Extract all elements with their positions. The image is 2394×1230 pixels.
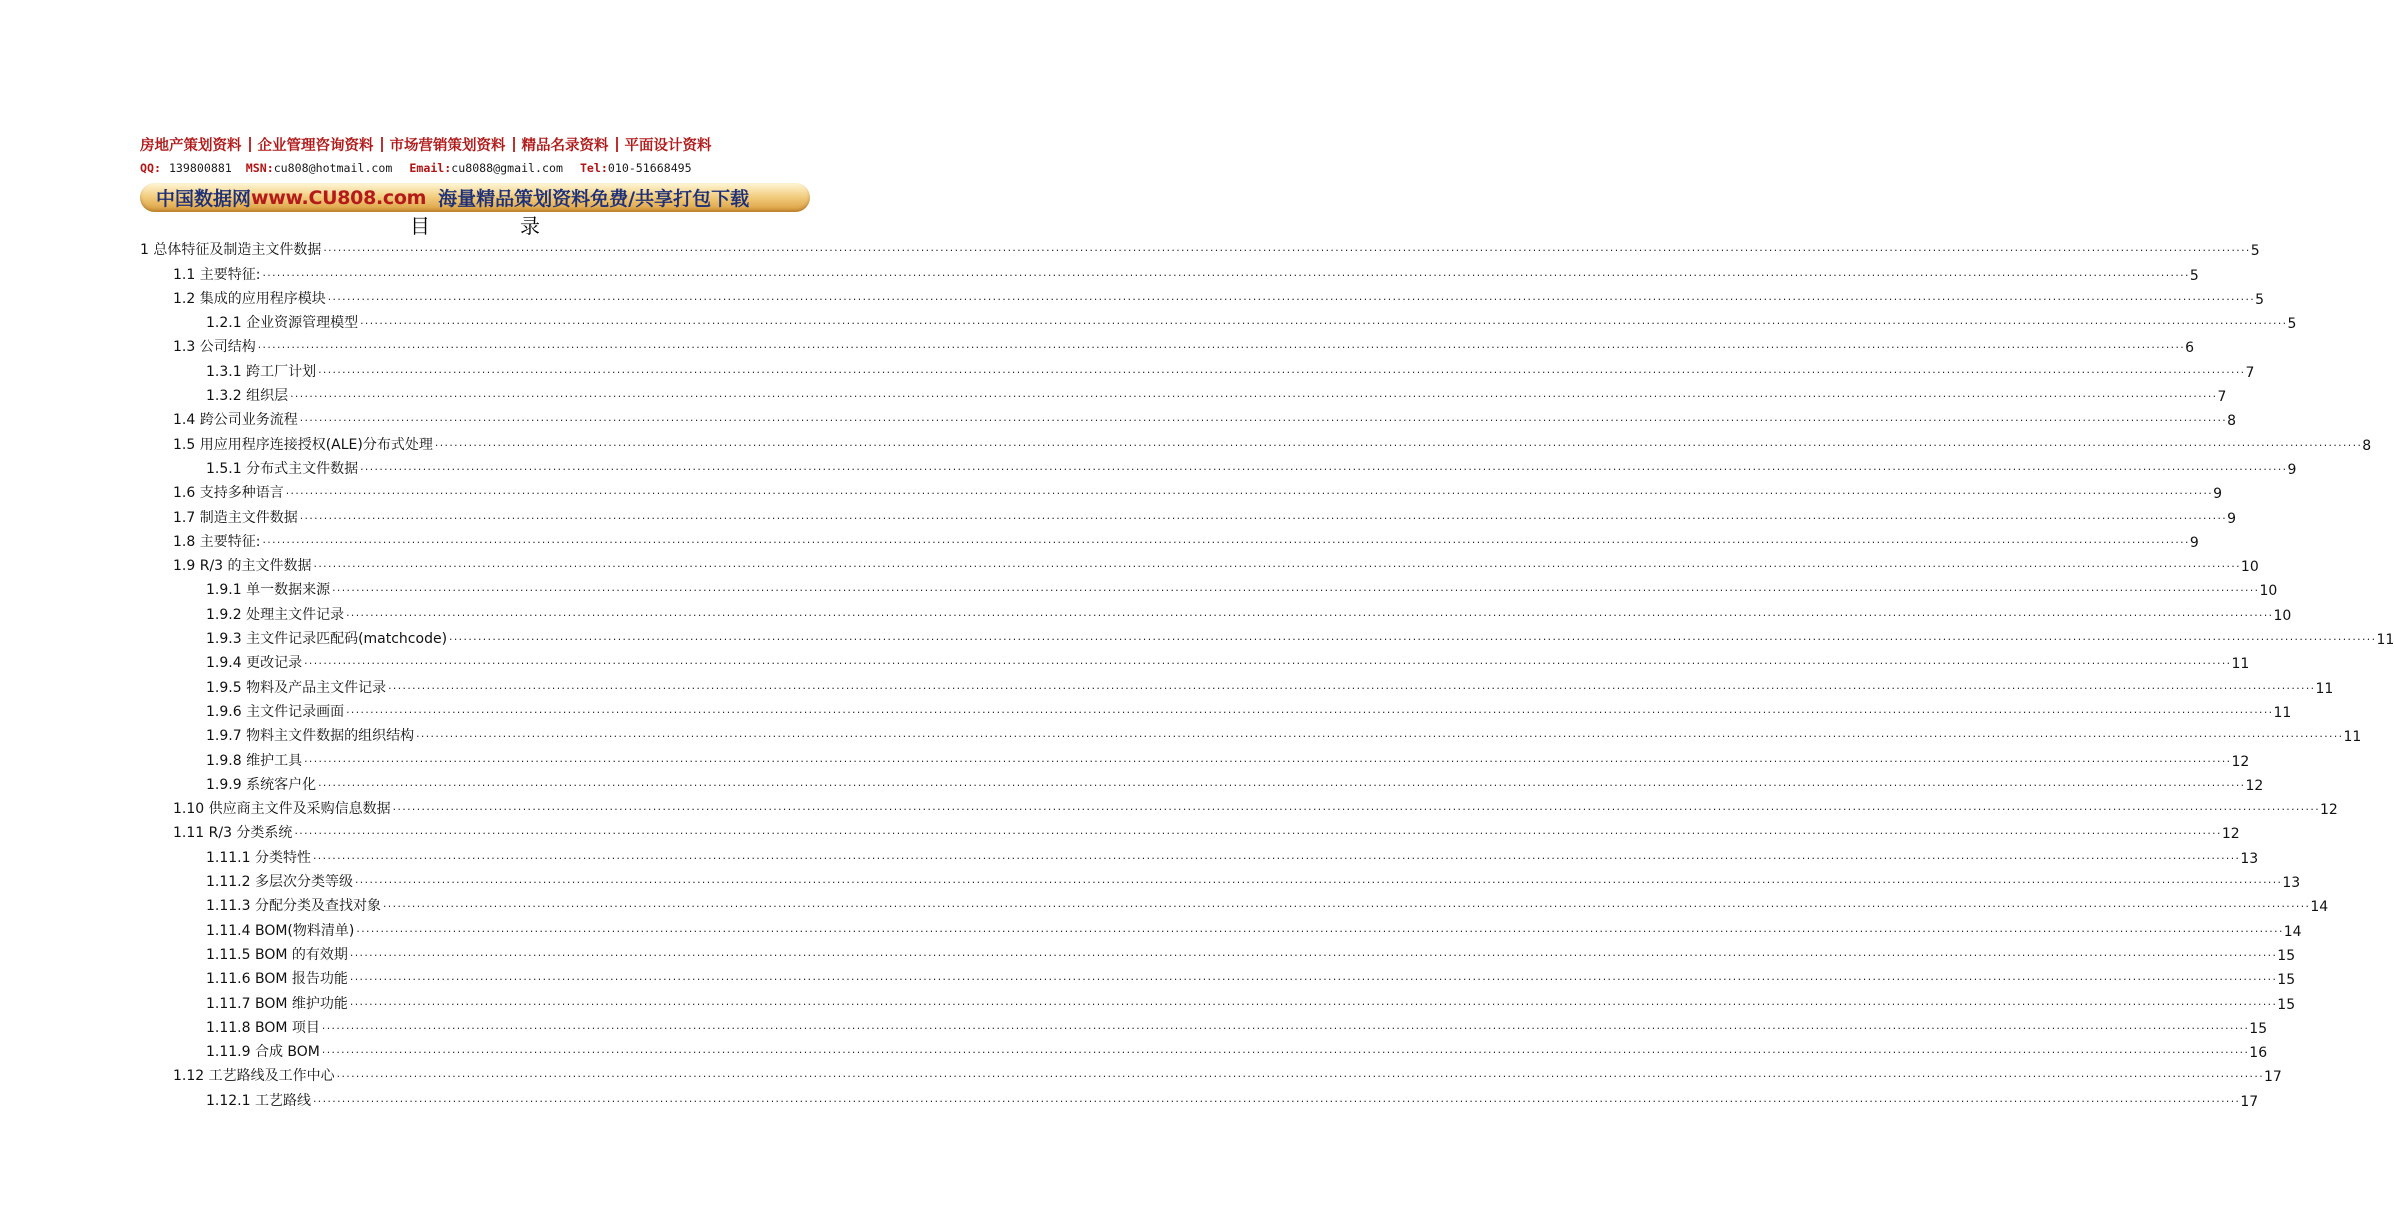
dot-leader: ................................................................................................................................................................................................................................................................................................................................................................................................................	[353, 876, 2282, 887]
dot-leader: ................................................................................................................................................................................................................................................................................................................................................................................................................	[311, 1094, 2240, 1105]
toc-entry-page: 15	[2277, 996, 2296, 1013]
dot-leader: ................................................................................................................................................................................................................................................................................................................................................................................................................	[317, 365, 2245, 376]
toc-entry-title: 1.11.7 BOM 维护功能	[206, 995, 348, 1012]
slogan-text: 海量精品策划资料免费/共享打包下载	[438, 188, 750, 210]
toc-entry[interactable]	[140, 308, 2297, 333]
toc-entry[interactable]	[140, 429, 2372, 454]
toc-entry-page: 15	[2277, 972, 2296, 989]
toc-entry[interactable]	[140, 697, 2292, 721]
category-management: 企业管理咨询资料	[257, 137, 374, 154]
toc-entry-page: 16	[2249, 1045, 2268, 1062]
dot-leader: ................................................................................................................................................................................................................................................................................................................................................................................................................	[433, 438, 2362, 449]
toc-entry-title: 1.5.1 分布式主文件数据	[206, 460, 359, 477]
toc-entry-page: 12	[2245, 777, 2264, 794]
toc-entry-title: 1.9.5 物料及产品主文件记录	[206, 679, 387, 696]
toc-entry[interactable]	[140, 770, 2264, 794]
dot-leader: ................................................................................................................................................................................................................................................................................................................................................................................................................	[348, 973, 2277, 984]
toc-entry-title: 1.11.8 BOM 项目	[206, 1019, 320, 1036]
toc-entry-page: 11	[2343, 729, 2362, 746]
toc-entry-title: 1.9.6 主文件记录画面	[206, 703, 345, 720]
toc-entry[interactable]	[140, 940, 2296, 964]
dot-leader: ................................................................................................................................................................................................................................................................................................................................................................................................................	[359, 462, 2287, 473]
toc-entry-page: 8	[2227, 413, 2237, 430]
toc-entry-page: 5	[2255, 291, 2265, 308]
toc-entry-page: 10	[2259, 583, 2278, 600]
toc-entry-page: 14	[2310, 899, 2329, 916]
toc-entry[interactable]	[140, 915, 2302, 940]
toc-entry-title: 1.11.3 分配分类及查找对象	[206, 898, 381, 915]
toc-entry[interactable]	[140, 867, 2301, 892]
toc-entry-title: 1.11.9 合成 BOM	[206, 1044, 320, 1061]
toc-entry-title: 1.11.4 BOM(物料清单)	[206, 922, 355, 939]
tel-label: Tel:	[579, 161, 608, 175]
dot-leader: ................................................................................................................................................................................................................................................................................................................................................................................................................	[348, 948, 2277, 959]
dot-leader: ................................................................................................................................................................................................................................................................................................................................................................................................................	[448, 633, 2376, 644]
dot-leader: ................................................................................................................................................................................................................................................................................................................................................................................................................	[298, 414, 2227, 425]
toc-entry-title: 1.12.1 工艺路线	[206, 1092, 311, 1109]
toc-entry-page: 7	[2245, 364, 2255, 381]
toc-entry-page: 11	[2315, 680, 2334, 697]
toc-entry-page: 10	[2240, 559, 2259, 576]
toc-entry-title: 1.3.2 组织层	[206, 388, 289, 405]
toc-entry-page: 7	[2217, 389, 2227, 406]
dot-leader: ................................................................................................................................................................................................................................................................................................................................................................................................................	[320, 1021, 2249, 1032]
divider	[513, 137, 515, 152]
category-marketing: 市场营销策划资料	[389, 137, 506, 154]
toc-entry[interactable]	[140, 502, 2237, 527]
dot-leader: ................................................................................................................................................................................................................................................................................................................................................................................................................	[312, 560, 2240, 571]
toc-title: 目录	[410, 214, 630, 238]
dot-leader: ................................................................................................................................................................................................................................................................................................................................................................................................................	[331, 584, 2259, 595]
toc-entry[interactable]	[140, 575, 2278, 600]
toc-entry[interactable]	[140, 721, 2362, 746]
toc-entry-title: 1.9.3 主文件记录匹配码(matchcode)	[206, 631, 448, 648]
dot-leader: ................................................................................................................................................................................................................................................................................................................................................................................................................	[348, 997, 2277, 1008]
toc-entry[interactable]	[140, 405, 2237, 430]
toc-entry[interactable]	[140, 259, 2199, 284]
qq-value: 139800881	[168, 161, 232, 175]
toc-entry-title: 1.2 集成的应用程序模块	[173, 290, 326, 307]
dot-leader: ................................................................................................................................................................................................................................................................................................................................................................................................................	[284, 487, 2213, 498]
toc-entry-title: 1.9.4 更改记录	[206, 655, 303, 672]
toc-entry-title: 1.1 主要特征:	[173, 266, 261, 283]
category-graphic-design: 平面设计资料	[624, 137, 712, 154]
dot-leader: ................................................................................................................................................................................................................................................................................................................................................................................................................	[293, 827, 2221, 838]
slogan-site-name: 中国数据网	[156, 188, 252, 210]
toc-entry-page: 6	[2185, 340, 2195, 357]
toc-entry-title: 1.11.6 BOM 报告功能	[206, 971, 348, 988]
toc-entry-title: 1.11.5 BOM 的有效期	[206, 946, 348, 963]
toc-entry-page: 13	[2282, 875, 2301, 892]
dot-leader: ................................................................................................................................................................................................................................................................................................................................................................................................................	[256, 341, 2185, 352]
toc-entry-title: 1.10 供应商主文件及采购信息数据	[173, 801, 391, 818]
toc-entry-title: 1.6 支持多种语言	[173, 485, 284, 502]
dot-leader: ................................................................................................................................................................................................................................................................................................................................................................................................................	[359, 317, 2287, 328]
toc-entry-page: 17	[2264, 1069, 2282, 1086]
toc-entry-title: 1.9.2 处理主文件记录	[206, 606, 345, 623]
toc-entry[interactable]	[140, 745, 2250, 770]
toc-entry-title: 1.9.8 维护工具	[206, 752, 303, 769]
toc-entry-page: 10	[2273, 607, 2292, 624]
dot-leader: ................................................................................................................................................................................................................................................................................................................................................................................................................	[320, 1046, 2249, 1057]
toc-entry-page: 12	[2221, 826, 2240, 843]
toc-entry-page: 15	[2277, 947, 2296, 964]
toc-entry-title: 1.2.1 企业资源管理模型	[206, 315, 359, 332]
toc-entry-page: 12	[2231, 753, 2250, 770]
toc-entry-title: 1.9.1 单一数据来源	[206, 582, 331, 599]
dot-leader: ................................................................................................................................................................................................................................................................................................................................................................................................................	[322, 244, 2250, 255]
toc-entry[interactable]	[140, 381, 2227, 406]
dot-leader: ................................................................................................................................................................................................................................................................................................................................................................................................................	[345, 608, 2273, 619]
toc-entry-page: 17	[2240, 1093, 2259, 1110]
dot-leader: ................................................................................................................................................................................................................................................................................................................................................................................................................	[261, 268, 2189, 279]
toc-entry-page: 9	[2213, 486, 2223, 503]
toc-entry-page: 9	[2227, 510, 2237, 527]
toc-entry-page: 8	[2362, 437, 2372, 454]
dot-leader: ................................................................................................................................................................................................................................................................................................................................................................................................................	[381, 900, 2310, 911]
toc-entry-page: 5	[2250, 243, 2260, 260]
toc-entry-title: 1.3.1 跨工厂计划	[206, 363, 317, 380]
divider	[381, 137, 383, 152]
divider	[616, 137, 618, 152]
toc-entry-title: 1.8 主要特征:	[173, 533, 261, 550]
toc-entry[interactable]	[140, 1037, 2268, 1062]
toc-entry[interactable]	[140, 454, 2297, 478]
toc-entry[interactable]	[140, 235, 2260, 260]
dot-leader: ................................................................................................................................................................................................................................................................................................................................................................................................................	[317, 778, 2245, 789]
toc-entry-page: 13	[2240, 850, 2259, 867]
toc-entry[interactable]	[140, 599, 2292, 624]
dot-leader: ................................................................................................................................................................................................................................................................................................................................................................................................................	[298, 511, 2227, 522]
toc-entry-title: 1.11.1 分类特性	[206, 849, 311, 866]
toc-entry[interactable]	[140, 818, 2240, 843]
toc-entry[interactable]	[140, 648, 2250, 673]
divider	[249, 137, 251, 152]
tel-value: 010-51668495	[607, 161, 692, 175]
toc-entry-title: 1.9.7 物料主文件数据的组织结构	[206, 728, 415, 745]
dot-leader: ................................................................................................................................................................................................................................................................................................................................................................................................................	[391, 803, 2320, 814]
table-of-contents	[140, 235, 2394, 1110]
dot-leader: ................................................................................................................................................................................................................................................................................................................................................................................................................	[387, 681, 2315, 692]
toc-entry-page: 11	[2376, 632, 2394, 649]
dot-leader: ................................................................................................................................................................................................................................................................................................................................................................................................................	[415, 730, 2343, 741]
header-banner	[140, 131, 810, 211]
toc-entry[interactable]	[140, 672, 2334, 697]
toc-entry[interactable]	[140, 527, 2199, 551]
category-bar	[140, 131, 810, 157]
toc-entry[interactable]	[140, 988, 2296, 1013]
toc-entry-page: 11	[2273, 704, 2292, 721]
toc-entry[interactable]	[140, 1085, 2259, 1110]
toc-entry[interactable]	[140, 1013, 2268, 1037]
toc-entry-page: 5	[2189, 267, 2199, 284]
toc-entry-title: 1.9.9 系统客户化	[206, 776, 317, 793]
toc-entry-title: 1.11 R/3 分类系统	[173, 825, 293, 842]
dot-leader: ................................................................................................................................................................................................................................................................................................................................................................................................................	[261, 535, 2189, 546]
msn-label: MSN:	[245, 161, 274, 175]
dot-leader: ................................................................................................................................................................................................................................................................................................................................................................................................................	[303, 754, 2231, 765]
dot-leader: ................................................................................................................................................................................................................................................................................................................................................................................................................	[311, 851, 2240, 862]
toc-entry-title: 1.7 制造主文件数据	[173, 509, 298, 526]
email-value: cu8088@gmail.com	[451, 161, 563, 175]
toc-entry-page: 12	[2320, 802, 2338, 819]
dot-leader: ................................................................................................................................................................................................................................................................................................................................................................................................................	[289, 390, 2217, 401]
slogan-url: www.CU808.com	[251, 186, 427, 209]
toc-entry-page: 15	[2249, 1020, 2268, 1037]
toc-entry[interactable]	[140, 842, 2259, 867]
toc-entry[interactable]	[140, 284, 2265, 308]
toc-entry-title: 1.5 用应用程序连接授权(ALE)分布式处理	[173, 436, 433, 453]
dot-leader: ................................................................................................................................................................................................................................................................................................................................................................................................................	[303, 657, 2231, 668]
qq-label: QQ:	[140, 161, 161, 175]
toc-entry-page: 14	[2283, 923, 2302, 940]
toc-entry-title: 1.11.2 多层次分类等级	[206, 874, 353, 891]
slogan-bar	[140, 183, 810, 212]
toc-entry[interactable]	[140, 794, 2338, 819]
toc-entry[interactable]	[140, 624, 2394, 649]
toc-entry-title: 1.3 公司结构	[173, 339, 256, 356]
email-label: Email:	[409, 161, 452, 175]
toc-entry-title: 1.4 跨公司业务流程	[173, 412, 298, 429]
toc-entry[interactable]	[140, 356, 2255, 381]
toc-entry-title: 1.9 R/3 的主文件数据	[173, 558, 312, 575]
toc-entry-title: 1.12 工艺路线及工作中心	[173, 1068, 335, 1085]
msn-value: cu808@hotmail.com	[273, 161, 393, 175]
contact-bar	[140, 158, 810, 178]
dot-leader: ................................................................................................................................................................................................................................................................................................................................................................................................................	[345, 705, 2273, 716]
toc-entry-page: 11	[2231, 656, 2250, 673]
category-directory: 精品名录资料	[521, 137, 609, 154]
toc-entry-page: 9	[2189, 534, 2199, 551]
category-real-estate: 房地产策划资料	[140, 137, 242, 154]
toc-entry-page: 9	[2287, 461, 2297, 478]
toc-entry[interactable]	[140, 964, 2296, 989]
toc-entry-page: 5	[2287, 316, 2297, 333]
dot-leader: ................................................................................................................................................................................................................................................................................................................................................................................................................	[355, 924, 2283, 935]
toc-entry[interactable]	[140, 1061, 2282, 1086]
dot-leader: ................................................................................................................................................................................................................................................................................................................................................................................................................	[335, 1070, 2264, 1081]
toc-entry[interactable]	[140, 332, 2195, 357]
toc-entry[interactable]	[140, 891, 2329, 916]
toc-entry[interactable]	[140, 478, 2223, 503]
dot-leader: ................................................................................................................................................................................................................................................................................................................................................................................................................	[326, 292, 2255, 303]
toc-entry[interactable]	[140, 551, 2259, 576]
toc-entry-title: 1 总体特征及制造主文件数据	[140, 242, 322, 259]
